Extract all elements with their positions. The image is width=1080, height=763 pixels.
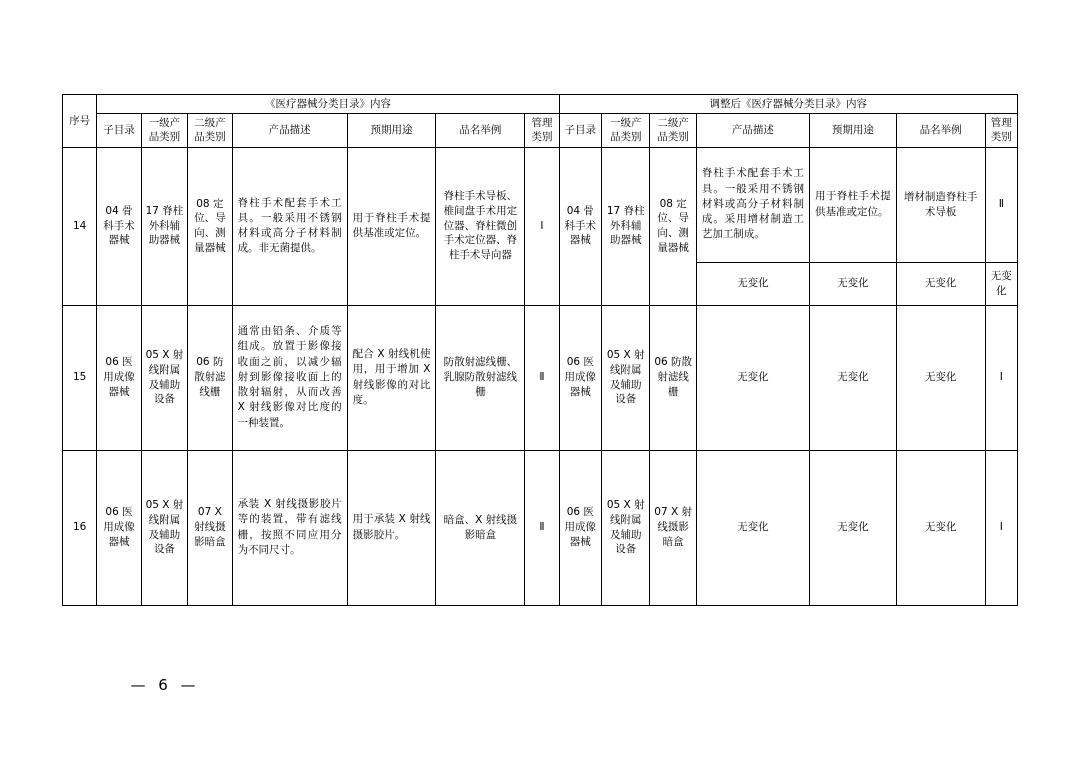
row-after-example: 无变化	[896, 450, 985, 605]
header-before-mgmt-class: 管理类别	[525, 114, 559, 147]
row-seq: 14	[63, 147, 97, 305]
header-after-level2: 二级产品类别	[650, 114, 696, 147]
row-before-sub-catalog: 06 医用成像器械	[97, 450, 141, 605]
header-seq: 序号	[63, 95, 97, 148]
header-before-level1: 一级产品类别	[141, 114, 187, 147]
row-after-description: 无变化	[696, 450, 809, 605]
row-before-example: 脊柱手术导板、椎间盘手术用定位器、脊柱微创手术定位器、脊柱手术导向器	[436, 147, 525, 305]
row-before-level2: 06 防散射滤线栅	[188, 305, 232, 450]
table-row	[63, 450, 1018, 605]
header-after-example: 品名举例	[896, 114, 985, 147]
header-group-after: 调整后《医疗器械分类目录》内容	[559, 95, 1017, 114]
table-column-header-row	[63, 114, 1018, 147]
page-number: — 6 —	[130, 676, 200, 694]
row-after-level2: 08 定位、导向、测量器械	[650, 147, 696, 305]
header-after-level1: 一级产品类别	[602, 114, 650, 147]
row-before-intended-use: 用于脊柱手术提供基准或定位。	[347, 147, 436, 305]
row-after-level1: 05 X 射线附属及辅助设备	[602, 305, 650, 450]
row-after-mgmt-class: Ⅰ	[985, 305, 1017, 450]
row-before-level1: 17 脊柱外科辅助器械	[141, 147, 187, 305]
row-before-intended-use: 配合 X 射线机使用，用于增加 X 射线影像的对比度。	[347, 305, 436, 450]
row-after-level2: 07 X 射线摄影暗盒	[650, 450, 696, 605]
header-before-description: 产品描述	[232, 114, 347, 147]
header-before-level2: 二级产品类别	[188, 114, 232, 147]
row-after-mgmt-class: Ⅰ	[985, 450, 1017, 605]
row-after-intended-use: 用于脊柱手术提供基准或定位。	[809, 147, 896, 262]
row-after-description: 无变化	[696, 262, 809, 305]
row-after-sub-catalog: 06 医用成像器械	[559, 305, 601, 450]
row-before-level1: 05 X 射线附属及辅助设备	[141, 450, 187, 605]
row-seq: 16	[63, 450, 97, 605]
header-before-intended-use: 预期用途	[347, 114, 436, 147]
row-before-sub-catalog: 04 骨科手术器械	[97, 147, 141, 305]
row-before-level2: 07 X 射线摄影暗盒	[188, 450, 232, 605]
classification-table	[62, 94, 1018, 606]
header-after-mgmt-class: 管理类别	[985, 114, 1017, 147]
row-after-mgmt-class: 无变化	[985, 262, 1017, 305]
header-after-intended-use: 预期用途	[809, 114, 896, 147]
row-before-example: 暗盒、X 射线摄影暗盒	[436, 450, 525, 605]
row-before-description: 通常由铅条、介质等组成。放置于影像接收面之前，以减少辐射到影像接收面上的散射辐射，从而改善 X 射线影像对比度的一种装置。	[232, 305, 347, 450]
header-after-description: 产品描述	[696, 114, 809, 147]
row-before-mgmt-class: Ⅰ	[525, 147, 559, 305]
row-after-example: 无变化	[896, 262, 985, 305]
row-after-intended-use: 无变化	[809, 450, 896, 605]
table-group-header-row	[63, 95, 1018, 114]
row-after-level1: 17 脊柱外科辅助器械	[602, 147, 650, 305]
row-after-level1: 05 X 射线附属及辅助设备	[602, 450, 650, 605]
table-row	[63, 305, 1018, 450]
row-before-mgmt-class: Ⅱ	[525, 450, 559, 605]
row-after-intended-use: 无变化	[809, 305, 896, 450]
row-before-sub-catalog: 06 医用成像器械	[97, 305, 141, 450]
row-after-sub-catalog: 04 骨科手术器械	[559, 147, 601, 305]
header-after-sub-catalog: 子目录	[559, 114, 601, 147]
header-before-example: 品名举例	[436, 114, 525, 147]
row-before-description: 承装 X 射线摄影胶片等的装置，带有滤线栅，按照不同应用分为不同尺寸。	[232, 450, 347, 605]
row-after-mgmt-class: Ⅱ	[985, 147, 1017, 262]
row-before-intended-use: 用于承装 X 射线摄影胶片。	[347, 450, 436, 605]
header-before-sub-catalog: 子目录	[97, 114, 141, 147]
row-before-level2: 08 定位、导向、测量器械	[188, 147, 232, 305]
row-after-description: 脊柱手术配套手术工具。一般采用不锈钢材料或高分子材料制成。采用增材制造工艺加工制成。	[696, 147, 809, 262]
row-seq: 15	[63, 305, 97, 450]
row-after-intended-use: 无变化	[809, 262, 896, 305]
header-group-before: 《医疗器械分类目录》内容	[97, 95, 559, 114]
row-after-example: 无变化	[896, 305, 985, 450]
row-before-example: 防散射滤线栅、乳腺防散射滤线栅	[436, 305, 525, 450]
row-after-level2: 06 防散射滤线栅	[650, 305, 696, 450]
row-after-description: 无变化	[696, 305, 809, 450]
row-before-mgmt-class: Ⅱ	[525, 305, 559, 450]
row-before-description: 脊柱手术配套手术工具。一般采用不锈钢材料或高分子材料制成。非无菌提供。	[232, 147, 347, 305]
table-row	[63, 147, 1018, 262]
row-before-level1: 05 X 射线附属及辅助设备	[141, 305, 187, 450]
row-after-sub-catalog: 06 医用成像器械	[559, 450, 601, 605]
row-after-example: 增材制造脊柱手术导板	[896, 147, 985, 262]
